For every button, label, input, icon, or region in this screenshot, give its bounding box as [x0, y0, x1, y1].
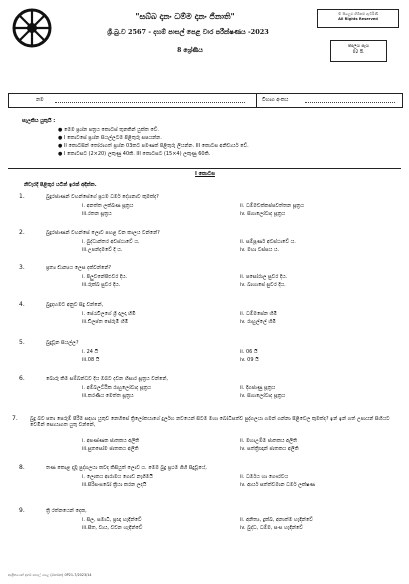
copyright-line-1: © සියලුම හිමිකම් ඇවිරිණි	[337, 12, 379, 16]
name-label: නම	[36, 97, 44, 103]
answer-option[interactable]: ii. මහාඋම්ම ජාතකය අලිති	[240, 438, 298, 444]
answer-option[interactable]: ii. සම්පූර්ණ අවස්ථාවේ ය.	[240, 239, 296, 245]
grade-label: 8 ශ්‍රේණිය	[177, 47, 203, 54]
question-text: ත්‍රි රත්නයෙන් දෙක,	[46, 508, 87, 514]
answer-option[interactable]: i. බුද්ධාන්තර අවස්ථාවේ ය.	[82, 239, 140, 245]
time-value: 02 යි.	[352, 50, 365, 55]
question-number: 7.	[12, 415, 18, 422]
question-number: 8.	[19, 464, 25, 471]
question-text: තණ කොළ දැමූ පුද්ගලයා කවද කිසියුත් ලොව ය. මෙම බුදු ප්‍රථම ගිහි සිදුවූයේ,	[46, 465, 207, 471]
question-number: 3.	[19, 264, 25, 271]
answer-option[interactable]: iv. සිගාලෝවාද සූත්‍රය	[240, 211, 286, 217]
answer-option[interactable]: iii.රතන සූත්‍රය	[82, 211, 112, 217]
instruction-item: ● මෙම ප්‍රශ්න පත්‍රය කොටස් තුනකින් යුක්ත වේ.	[58, 127, 159, 133]
answer-option[interactable]: iv. බාහාසේ සුවර දිය.	[240, 282, 286, 288]
question-text: බුදුරජාණන් වහන්සේගේ ප්‍රථම ධර්ම දේශනාව කුමක්ද?	[46, 194, 159, 200]
answer-option[interactable]: iii.සුතසෝම ජාතකය අලිති	[82, 446, 139, 452]
answer-option[interactable]: i. අපණ්ණක ජාතකය අලිති	[82, 438, 140, 444]
question-number: 5.	[19, 339, 25, 346]
answer-option[interactable]: ii. ධම්මසේන හිමි	[240, 311, 278, 317]
answer-option[interactable]: ii. 06 යි	[240, 349, 258, 355]
answer-option[interactable]: iv. බුද්ධ, ධම්ම, සංඝ හැඳින්වේ	[240, 525, 303, 531]
answer-option[interactable]: iii.සීත, වාය, වචන හැඳින්වේ	[82, 525, 143, 531]
answer-option[interactable]: i. අනත්ත ලක්ඛණ සූත්‍රය	[82, 203, 134, 209]
instruction-item: ● I කොටසට (2×20) ලකුණු 40කි. III කොටසට (15×4) ලකුණු 60කි.	[58, 151, 211, 157]
index-label: විභාග අංකය	[262, 97, 289, 103]
question-number: 6.	[19, 375, 25, 382]
question-text: බොරු කිම සම්බන්ධව දිය ඔබට දවන හිසාර සූත්‍රය වන්නේ,	[46, 376, 169, 382]
answer-option[interactable]: iv. ආර්ය සත්ත්වමාන ධර්ම ලක්ෂණ	[240, 482, 315, 488]
answer-option[interactable]: ii. ධම්මචක්කප්පවත්තන සූත්‍රය	[240, 203, 304, 209]
answer-option[interactable]: i. සිල, සමාධි, ප්‍රඥා හැඳින්වේ	[82, 517, 142, 523]
question-text: ප්‍රත්‍ය ඞාන්‍යය ලෙස දක්වන්නේ?	[46, 265, 112, 271]
answer-option[interactable]: ii. පසෝරාල සුවර දිය.	[240, 274, 288, 280]
answer-option[interactable]: ii. අනිත්‍ය, දුක්ඛ, අනාත්ම හැඳින්වේ	[240, 517, 313, 523]
answer-option[interactable]: iii.ඩිලප්ත සේරුමි හිමි	[82, 319, 129, 325]
answer-option[interactable]: iii.කරණිය මෙත්ත සූත්‍රය	[82, 393, 134, 399]
answer-option[interactable]: i. අම්බලට්ඨික රාහුලෝවාද සූත්‍රය	[82, 385, 152, 391]
section-subtitle: නිවැරදි පිළිතුර යටින් ඉරක් අඳින්න.	[24, 182, 97, 188]
answer-option[interactable]: iv. රාහුල්ලේ හිමි	[240, 319, 276, 325]
question-number: 2.	[19, 229, 25, 236]
answer-option[interactable]: i. 24 යි	[82, 349, 99, 355]
answer-option[interactable]: iv. සිගාලෝවාද සූත්‍රය	[240, 393, 286, 399]
instruction-item: ● II කොටසින් තෝරාගත් ප්‍රශ්න 03කට පමණක් පිළිතුරු ලියන්න. III කොටස අනිවාර්ය වේ.	[58, 143, 249, 149]
question-text: බුදුවූන සියල්ල?	[46, 340, 79, 346]
question-number: 4.	[19, 301, 25, 308]
instructions-title: සැලකිය යුතුයි :	[22, 118, 56, 124]
answer-option[interactable]: iv. මහා වස්සය ය.	[240, 247, 280, 253]
answer-option[interactable]: ii. ධර්මය හා ගෞරවය	[240, 474, 289, 480]
answer-option[interactable]: i. පිලුවනේපිළුවර දිය.	[82, 274, 128, 280]
header-subtitle: ශ්‍රී.බු.ව 2567 - දහම් පාසල් පෙළ වාර පරීක්ෂණය -2023	[107, 28, 269, 36]
answer-option[interactable]: i. පේරැවිලගේ ශ්‍රී දාලදා හිමි	[82, 311, 136, 317]
answer-option[interactable]: iv. සත්ත්‍රිඥාන් ජාතකය අලිති	[240, 446, 299, 452]
answer-option[interactable]: iii.උපන්දමවේ දී ය.	[82, 247, 123, 253]
answer-option[interactable]: iv. 09 යි	[240, 357, 259, 363]
question-text: බුදු බව පතා පෙරුම් පිරීම සඳහා යුතුව නෙහිසේ ත්‍රිලෝකයාගේ දුර්ලභ නවයෙන් සිටම මහා බෝධිසත්ව පුද්ගලයා ගමන් ගන්නා පිළිවෙල කුමක්ද? ඉන් ඉන් ගත් උපායන් සිහියට වෙමින් සොයාගත යුතු වන්නේ,	[30, 416, 390, 429]
question-number: 1.	[19, 193, 25, 200]
answer-option[interactable]: i. ලොකය ආරාමය ගොඩ නැගිමයි	[82, 474, 153, 480]
footer-text: ආශ්‍රිතයෙන් දහම් පාසල් පෙළ (මකමක) 0P21-7/2023/14	[8, 573, 92, 577]
header-title: "සබ්බ දානං ධම්ම දානං ජිනාති"	[135, 11, 235, 21]
question-number: 9.	[19, 507, 25, 514]
section-title: I කොටස	[195, 171, 215, 177]
instruction-item: ● I කොටසේ ප්‍රශ්න සියල්ලටම පිළිතුරු සපයන්න.	[58, 135, 162, 141]
time-label: කාලය පැය	[348, 44, 369, 49]
answer-option[interactable]: iii.රුක්ඛ සුවර දිය.	[82, 282, 121, 288]
question-text: බුදුරජාණන් වහන්සේ ලොව පහළ වන කාලය වන්නේ?	[46, 230, 160, 236]
answer-option[interactable]: ii. දිගජාණු සූත්‍රය	[240, 385, 276, 391]
answer-option[interactable]: iii.සිරිසංඝබෝ ක්‍රියා කරන ලදයි	[82, 482, 147, 488]
copyright-line-2: All Rights Reserved	[338, 17, 378, 21]
question-text: බුදුදහමට අනුව සිදු වන්නේ,	[46, 302, 104, 308]
answer-option[interactable]: iii.08 යි	[82, 357, 100, 363]
